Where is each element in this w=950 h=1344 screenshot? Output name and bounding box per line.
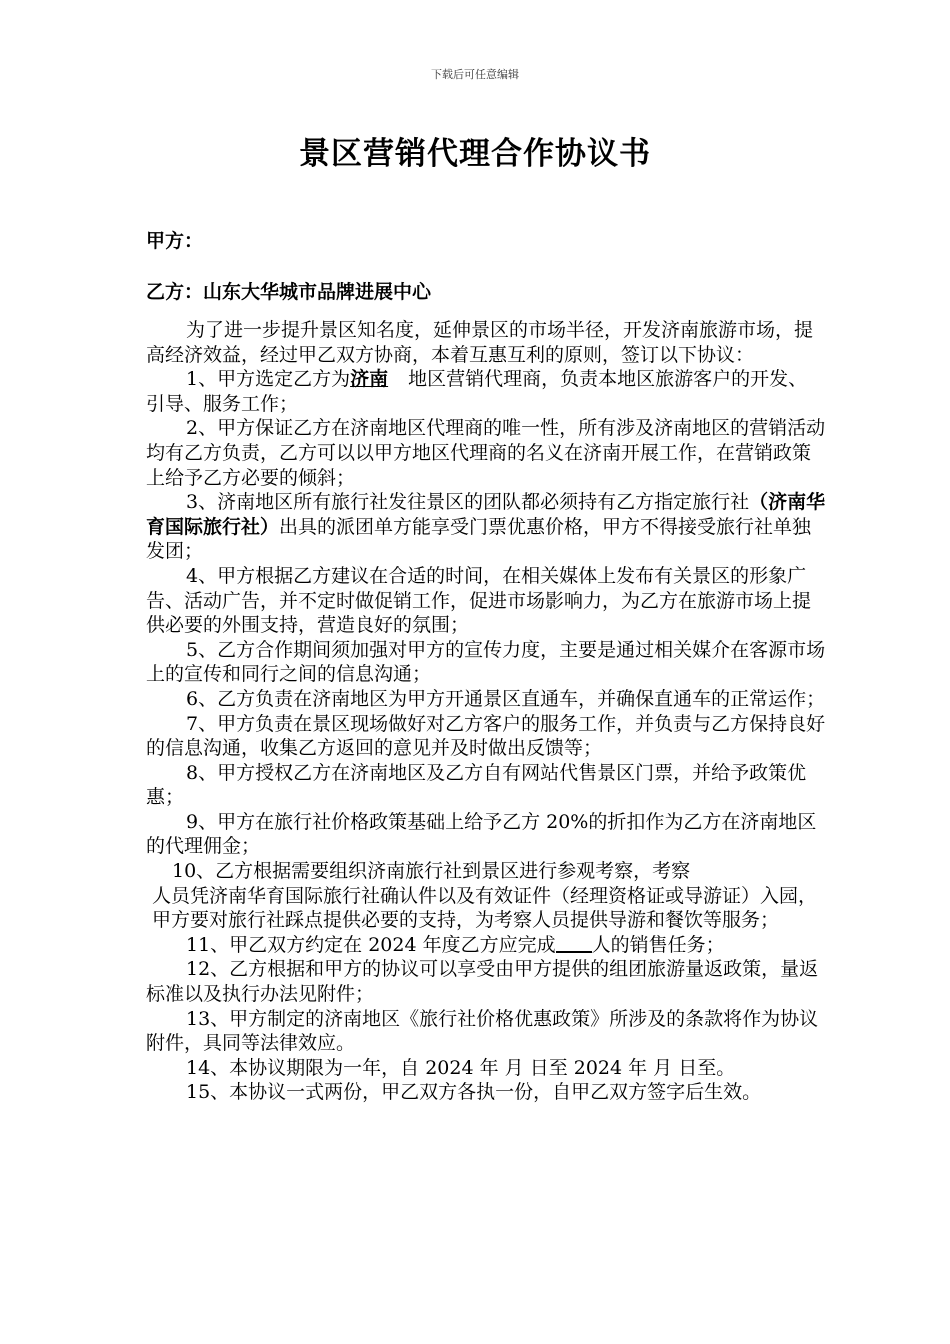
- clause-1-pre: 1、甲方选定乙方为: [186, 368, 351, 391]
- clause-3-pre: 3、济南地区所有旅行社发往景区的团队都必须持有乙方指定旅行社: [186, 491, 750, 514]
- clause-8: 8、甲方授权乙方在济南地区及乙方自有网站代售景区门票，并给予政策优惠；: [146, 761, 807, 809]
- clause-5: 5、乙方合作期间须加强对甲方的宣传力度，主要是通过相关媒介在客源市场上的宣传和同行之间的信息沟通；: [146, 638, 826, 686]
- clause-11: [146, 933, 826, 958]
- clause-14: 14、本协议期限为一年，自 2024 年 月 日至 2024 年 月 日至。: [186, 1056, 736, 1079]
- clause-9: 9、甲方在旅行社价格政策基础上给予乙方 20%的折扣作为乙方在济南地区的代理佣金；: [146, 810, 817, 858]
- clause-10-rest: 人员凭济南华育国际旅行社确认件以及有效证件（经理资格证或导游证）入园，甲方要对旅行社踩点提供必要的支持，为考察人员提供导游和餐饮等服务；: [152, 884, 818, 932]
- clause-15: 15、本协议一式两份，甲乙双方各执一份，自甲乙双方签字后生效。: [186, 1081, 762, 1104]
- intro-paragraph: 为了进一步提升景区知名度，延伸景区的市场半径，开发济南旅游市场，提高经济效益，经过甲乙双方协商，本着互惠互利的原则，签订以下协议：: [146, 319, 814, 366]
- header-note: 下载后可任意编辑: [431, 68, 519, 81]
- clause-3: [146, 490, 826, 564]
- clause-12: 12、乙方根据和甲方的协议可以享受由甲方提供的组团旅游量返政策，量返标准以及执行办法见附件；: [146, 958, 819, 1006]
- clause-4: 4、甲方根据乙方建议在合适的时间，在相关媒体上发布有关景区的形象广告、活动广告，并不定时做促销工作，促进市场影响力，为乙方在旅游市场上提供必要的外围支持，营造良好的氛围；: [146, 564, 812, 637]
- clause-1-post: 地区营销代理商，负责本地区旅游客户的开发、引导、服务工作；: [146, 368, 808, 415]
- clause-11-pre: 11、甲乙双方约定在 2024 年度乙方应完成: [186, 933, 556, 956]
- document-title: 景区营销代理合作协议书: [299, 136, 651, 172]
- clause-1: [146, 367, 826, 416]
- clause-11-post: 人的销售任务；: [591, 933, 725, 956]
- party-a-line: 甲方：: [146, 230, 204, 252]
- clause-2: 2、甲方保证乙方在济南地区代理商的唯一性，所有涉及济南地区的营销活动均有乙方负责，乙方可以以甲方地区代理商的名义在济南开展工作，在营销政策上给予乙方必要的倾斜；: [146, 417, 826, 489]
- sales-target-blank: [556, 933, 592, 953]
- clause-7: 7、甲方负责在景区现场做好对乙方客户的服务工作，并负责与乙方保持良好的信息沟通，收集乙方返回的意见并及时做出反馈等；: [146, 712, 826, 760]
- agreement-body: [146, 318, 826, 1105]
- clause-1-filled-region: 济南: [350, 368, 389, 391]
- clause-13: 13、甲方制定的济南地区《旅行社价格优惠政策》所涉及的条款将作为协议附件，具同等法律效应。: [146, 1007, 819, 1055]
- clause-10-first-line: 10、乙方根据需要组织济南旅行社到景区进行参观考察，考察: [172, 860, 691, 883]
- party-b-line: 乙方：山东大华城市品牌进展中心: [146, 281, 432, 303]
- clause-3-post: 出具的派团单方能享受门票优惠价格，甲方不得接受旅行社单独发团；: [146, 515, 812, 563]
- clause-3-agency-name: （济南华育国际旅行社）: [146, 491, 826, 538]
- clause-6: 6、乙方负责在济南地区为甲方开通景区直通车，并确保直通车的正常运作；: [186, 687, 826, 710]
